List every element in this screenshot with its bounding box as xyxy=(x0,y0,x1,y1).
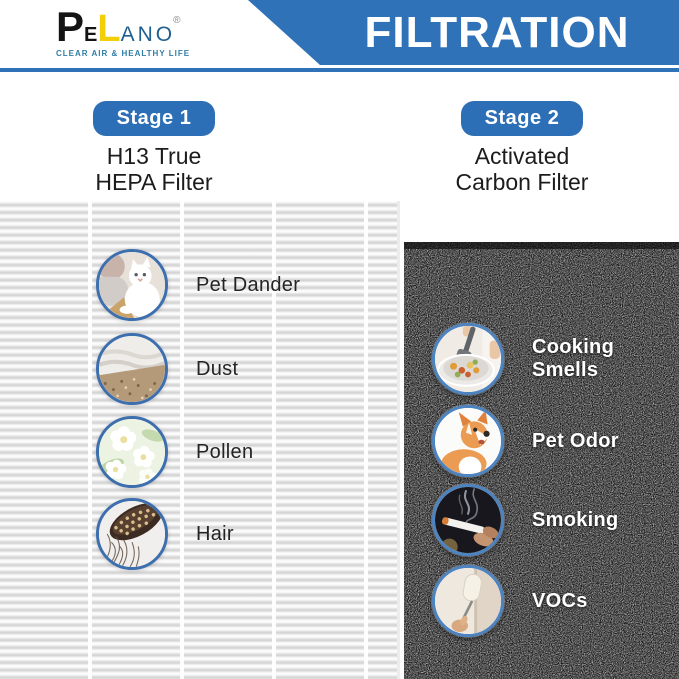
corgi-dog-photo-icon xyxy=(432,405,504,477)
dusty-carpet-photo-icon xyxy=(96,333,168,405)
hairbrush-photo-icon xyxy=(96,498,168,570)
list-item-pet-dander xyxy=(96,249,300,321)
header-divider xyxy=(0,68,679,72)
logo-letter-p: P xyxy=(56,3,85,50)
carbon-filter-panel xyxy=(404,242,679,679)
brand-logo xyxy=(56,3,191,58)
stage-2-header xyxy=(417,101,627,196)
registered-trademark-icon: ® xyxy=(173,15,181,26)
item-label: Cooking Smells xyxy=(532,336,615,381)
logo-letters-ano: ANO xyxy=(120,23,176,46)
paint-roller-photo-icon xyxy=(432,565,504,637)
list-item-smoking xyxy=(432,484,619,556)
item-label: Pet Odor xyxy=(532,429,619,452)
cigarette-photo-icon xyxy=(432,484,504,556)
item-label: Pet Dander xyxy=(196,273,301,296)
stage-2-badge: Stage 2 xyxy=(461,101,584,136)
list-item-pet-odor xyxy=(432,405,619,477)
list-item-pollen xyxy=(96,416,253,488)
brand-wordmark xyxy=(56,3,190,50)
stage-2-title xyxy=(417,144,627,196)
page-title: FILTRATION xyxy=(364,7,630,57)
white-cat-photo-icon xyxy=(96,249,168,321)
item-label: VOCs xyxy=(532,589,588,612)
list-item-hair xyxy=(96,498,234,570)
stage-1-title-line2: HEPA Filter xyxy=(95,168,213,195)
item-label: Hair xyxy=(196,522,234,545)
item-label: Dust xyxy=(196,357,239,380)
stage-1-title xyxy=(49,144,259,196)
cooking-pan-photo-icon xyxy=(432,323,504,395)
brand-tagline: CLEAR AIR & HEALTHY LIFE xyxy=(56,49,191,58)
stage-1-header xyxy=(49,101,259,196)
list-item-cooking-smells xyxy=(432,323,679,395)
list-item-vocs xyxy=(432,565,588,637)
stage-2-title-line2: Carbon Filter xyxy=(455,168,589,195)
stage-1-title-line1: H13 True xyxy=(106,143,202,169)
stage-2-title-line1: Activated xyxy=(474,143,570,169)
hepa-filter-panel xyxy=(0,201,400,679)
stage-1-badge: Stage 1 xyxy=(93,101,216,136)
item-label: Pollen xyxy=(196,440,254,463)
logo-letter-e: E xyxy=(84,24,98,46)
list-item-dust xyxy=(96,333,238,405)
logo-letter-l: L xyxy=(97,8,121,50)
white-flowers-photo-icon xyxy=(96,416,168,488)
item-label: Smoking xyxy=(532,508,619,531)
